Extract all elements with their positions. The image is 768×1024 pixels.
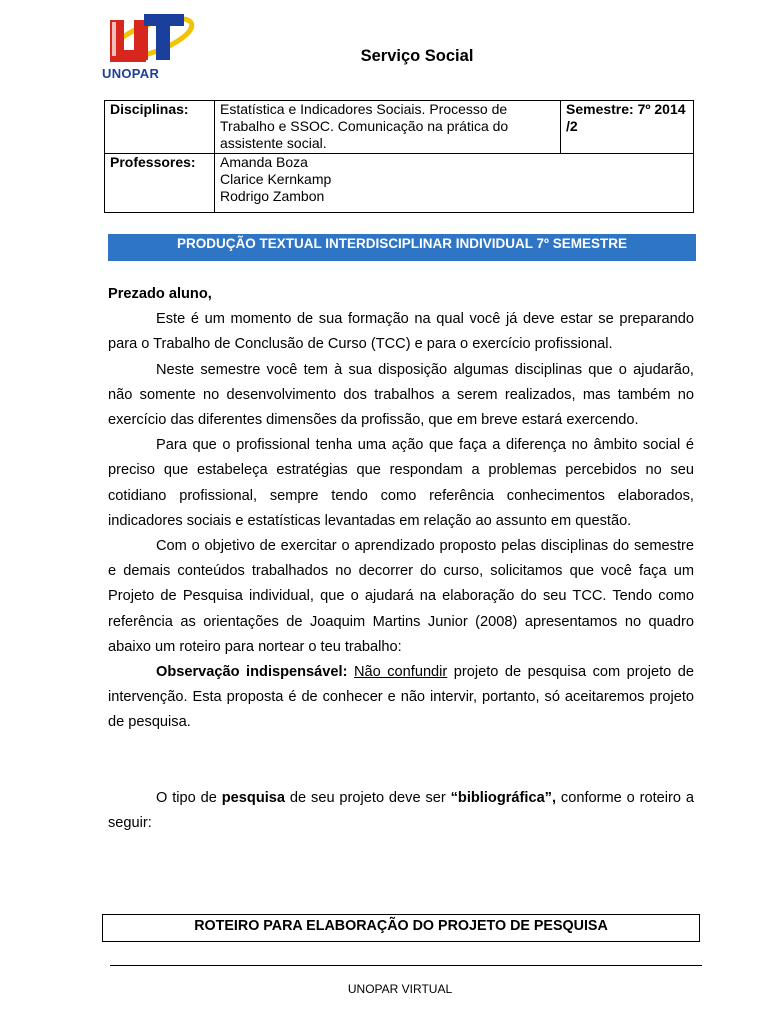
observation-label: Observação indispensável: — [156, 664, 348, 681]
paragraph-6-text-b: de seu projeto deve ser — [285, 789, 451, 806]
disciplinas-label: Disciplinas: — [105, 101, 215, 154]
professor-name: Amanda Boza — [220, 154, 308, 170]
paragraph-6 — [108, 786, 694, 836]
paragraph-6-bold-b: “bibliográfica”, — [450, 789, 557, 806]
page-title: Serviço Social — [360, 47, 474, 65]
section-banner: PRODUÇÃO TEXTUAL INTERDISCIPLINAR INDIVIDUAL 7º SEMESTRE — [108, 234, 696, 261]
salutation: Prezado aluno, — [108, 286, 212, 302]
disciplinas-row — [105, 101, 694, 154]
footer-divider — [110, 965, 702, 966]
professores-list — [215, 154, 694, 213]
professor-name: Clarice Kernkamp — [220, 171, 332, 187]
paragraph-6-text-c: conforme o roteiro a seguir: — [108, 789, 694, 831]
paragraph-3: Para que o profissional tenha uma ação que faça a diferença no âmbito social é preciso que estabeleça estratégias que respondam a problemas percebidos no seu cotidiano profissional, sempre tendo como referência conhecimentos elaborados, indicadores sociais e estatísticas levantadas em relação ao assunto em questão. — [108, 437, 694, 529]
professor-name: Rodrigo Zambon — [220, 188, 325, 204]
paragraph-2: Neste semestre você tem à sua disposição algumas disciplinas que o ajudarão, não somente no desenvolvimento dos trabalhos a serem realizados, mas também no exercício das diferentes dimensões da profissão, que em breve estará exercendo. — [108, 361, 694, 429]
paragraph-5-text: projeto de pesquisa com projeto de intervenção. Esta proposta é de conhecer e não intervir, portanto, só aceitaremos projeto de pesquisa. — [108, 664, 694, 731]
semestre-cell: Semestre: 7º 2014 /2 — [561, 101, 694, 154]
paragraph-4: Com o objetivo de exercitar o aprendizado proposto pelas disciplinas do semestre e demais conteúdos trabalhados no decorrer do curso, solicitamos que você faça um Projeto de Pesquisa individual, que o ajudará na elaboração do seu TCC. Tendo como referência as orientações de Joaquim Martins Junior (2008) apresentamos no quadro abaixo um roteiro para nortear o teu trabalho: — [108, 538, 694, 655]
underlined-phrase: Não confundir — [353, 664, 448, 681]
roteiro-title-box: ROTEIRO PARA ELABORAÇÃO DO PROJETO DE PESQUISA — [102, 914, 700, 942]
professores-row — [105, 154, 694, 213]
info-table — [104, 100, 694, 213]
paragraph-1: Este é um momento de sua formação na qual você já deve estar se preparando para o Trabalho de Conclusão de Curso (TCC) e para o exercício profissional. — [108, 311, 694, 353]
paragraph-6-text-a: O tipo de — [156, 789, 222, 806]
document-body — [108, 282, 694, 836]
logo-text: UNOPAR — [102, 66, 160, 81]
footer-text: UNOPAR VIRTUAL — [347, 982, 453, 996]
disciplinas-value: Estatística e Indicadores Sociais. Processo de Trabalho e SSOC. Comunicação na prática do assistente social. — [215, 101, 561, 154]
professores-label: Professores: — [105, 154, 215, 213]
paragraph-6-bold-a: pesquisa — [221, 789, 286, 806]
paragraph-5 — [108, 660, 694, 736]
